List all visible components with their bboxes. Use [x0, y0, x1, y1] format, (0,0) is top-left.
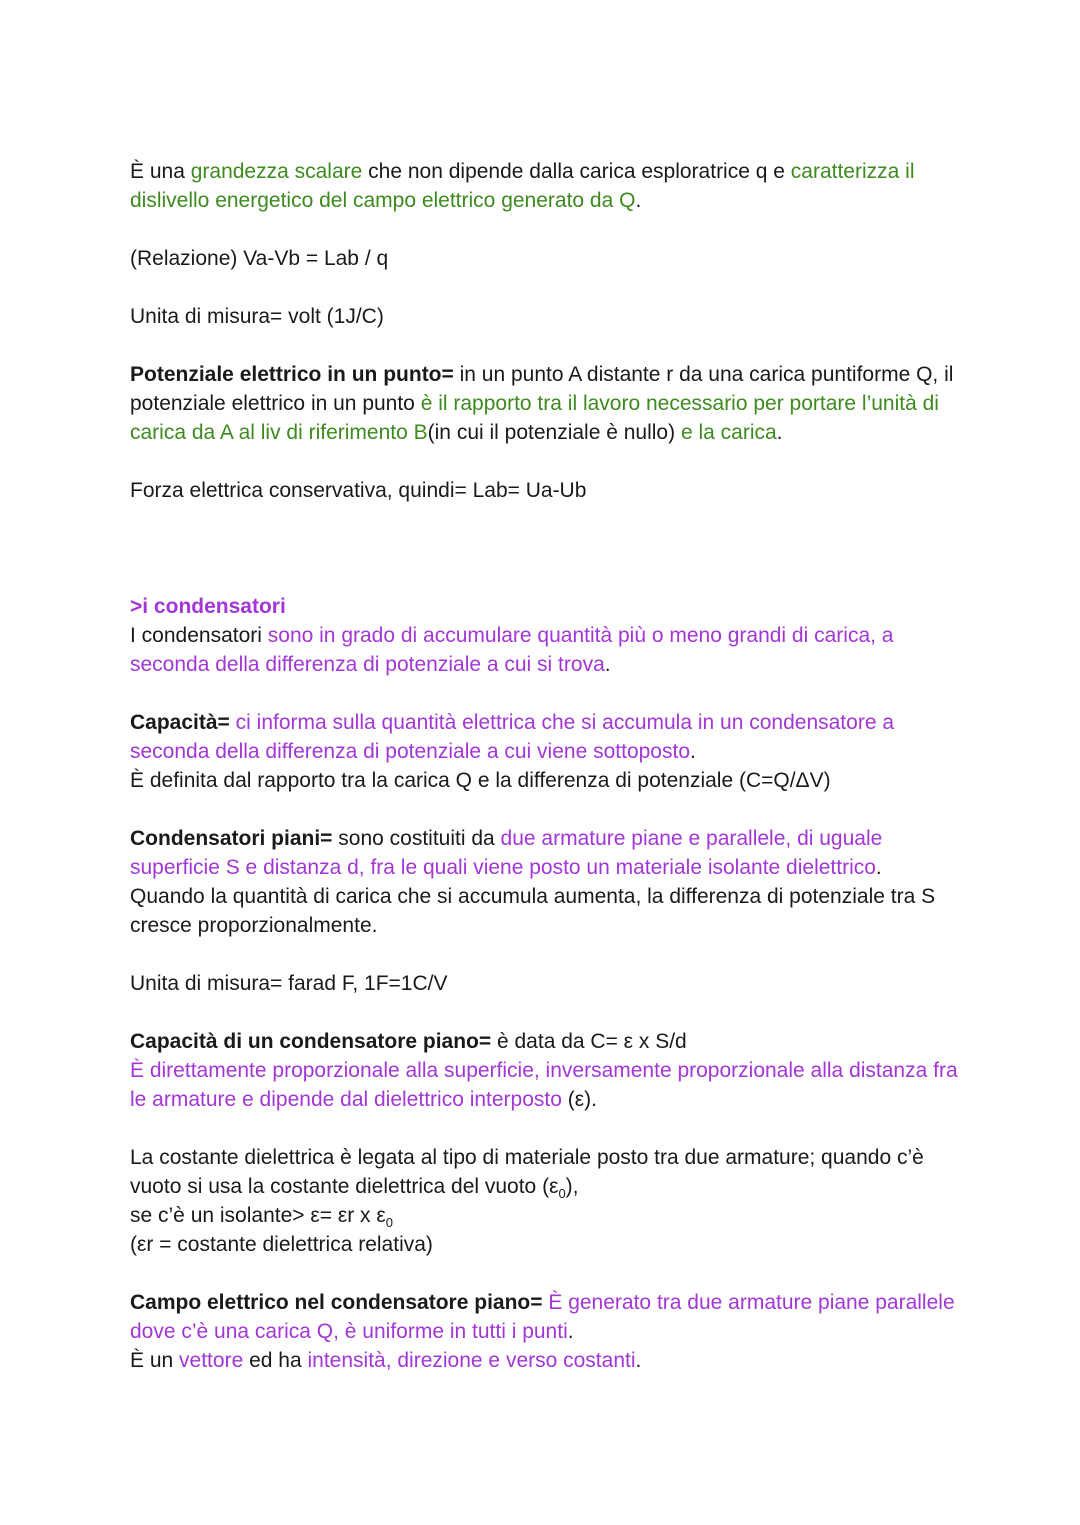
- text-run: È generato tra due armature piane parallele dove c’è una carica Q, è uniforme in tutti i punti: [130, 1291, 955, 1343]
- paragraph-plane-capacity-proportional: [130, 1056, 960, 1114]
- paragraph-electric-field-vector: [130, 1346, 960, 1375]
- section-heading-condensatori: >i condensatori: [130, 595, 286, 618]
- paragraph-potential-point: [130, 360, 960, 447]
- text-run: in un punto A distante r da una carica puntiforme Q, il potenziale elettrico in un punto: [130, 363, 954, 415]
- document-body: [130, 157, 960, 1375]
- dielectric-line-2: se c’è un isolante> ε= εr x ε: [130, 1204, 386, 1227]
- text-run: È un: [130, 1349, 180, 1372]
- text-run: è il rapporto tra il lavoro necessario per portare l’unità di carica da A al liv di riferimento B: [130, 392, 939, 444]
- text-run: ed ha: [243, 1349, 308, 1372]
- text-run: che non dipende dalla carica esploratrice q e: [362, 160, 791, 183]
- dielectric-line-3: (εr = costante dielettrica relativa): [130, 1233, 433, 1256]
- text-run: I condensatori: [130, 624, 268, 647]
- text-run: Potenziale elettrico in un punto=: [130, 363, 454, 386]
- epsilon-subscript: 0: [558, 1186, 566, 1202]
- text-run: intensità, direzione e verso costanti: [307, 1349, 636, 1372]
- paragraph-relation: (Relazione) Va-Vb = Lab / q: [130, 247, 389, 270]
- text-run: (in cui il potenziale è nullo): [427, 421, 681, 444]
- text-run: sono in grado di accumulare quantità più o meno grandi di carica, a seconda della differenza di potenziale a cui si trova: [130, 624, 894, 676]
- text-run: è data da C= ε x S/d: [491, 1030, 687, 1053]
- text-run: sono costituiti da: [332, 827, 501, 850]
- dielectric-line-1: La costante dielettrica è legata al tipo di materiale posto tra due armature; quando c’è vuoto si usa la costante dielettrica del vuoto (ε: [130, 1146, 924, 1198]
- text-run: .: [567, 1320, 574, 1343]
- text-run: .: [604, 653, 611, 676]
- text-run: (ε).: [561, 1088, 597, 1111]
- text-run: Capacità=: [130, 711, 230, 734]
- paragraph-conservative-force: Forza elettrica conservativa, quindi= Lab= Ua-Ub: [130, 479, 587, 502]
- paragraph-unit-volt: Unita di misura= volt (1J/C): [130, 305, 384, 328]
- epsilon-subscript: 0: [385, 1215, 393, 1231]
- text-run: .: [776, 421, 783, 444]
- paragraph-definition: [130, 157, 960, 215]
- text-run: grandezza scalare: [190, 160, 363, 183]
- dielectric-line-1-end: ),: [565, 1175, 579, 1198]
- text-run: .: [690, 740, 696, 763]
- text-run: Capacità di un condensatore piano=: [130, 1030, 492, 1053]
- text-run: ci informa sulla quantità elettrica che si accumula in un condensatore a seconda della differenza di potenziale a cui viene sottoposto: [130, 711, 895, 763]
- text-run: e la carica: [680, 421, 777, 444]
- paragraph-plane-capacitors: [130, 824, 960, 882]
- paragraph-plane-capacity: [130, 1027, 960, 1056]
- text-run: Campo elettrico nel condensatore piano=: [130, 1291, 543, 1314]
- text-run: .: [875, 856, 882, 879]
- paragraph-condensatori: [130, 621, 960, 679]
- paragraph-dielectric-constant: [130, 1143, 960, 1259]
- text-run: caratterizza il dislivello energetico del campo elettrico generato da Q: [130, 160, 915, 212]
- text-run: Condensatori piani=: [130, 827, 333, 850]
- text-run: due armature piane e parallele, di uguale superficie S e distanza d, fra le quali viene posto un materiale isolante dielettrico: [130, 827, 883, 879]
- text-run: vettore: [179, 1349, 244, 1372]
- paragraph-unit-farad: Unita di misura= farad F, 1F=1C/V: [130, 972, 448, 995]
- text-run: È una: [130, 160, 191, 183]
- paragraph-plane-capacitors-charge: Quando la quantità di carica che si accumula aumenta, la differenza di potenziale tra S cresce proporzionalmente.: [130, 885, 936, 937]
- text-run: È direttamente proporzionale alla superficie, inversamente proporzionale alla distanza fra le armature e dipende dal dielettrico interposto: [130, 1059, 958, 1111]
- text-run: .: [635, 1349, 642, 1372]
- paragraph-electric-field: [130, 1288, 960, 1346]
- paragraph-capacity-definition: È definita dal rapporto tra la carica Q e la differenza di potenziale (C=Q/ΔV): [130, 769, 831, 792]
- text-run: .: [635, 189, 642, 212]
- paragraph-capacity: [130, 708, 960, 766]
